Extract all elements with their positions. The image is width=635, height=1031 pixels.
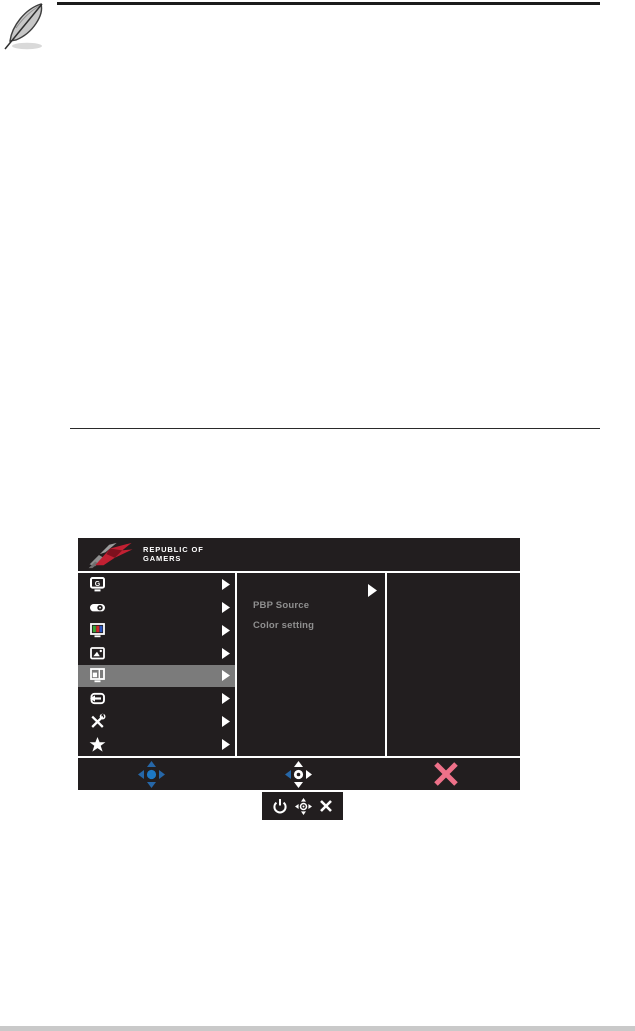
footer-cell-move [78, 758, 225, 790]
footer-cell-exit [373, 758, 520, 790]
menu-item-blue-light-filter[interactable] [78, 596, 235, 619]
menu-item-input-select[interactable] [78, 687, 235, 710]
pbp-setting-icon [89, 667, 106, 684]
svg-text:G: G [94, 580, 101, 588]
hotkey-legend-bar [262, 792, 343, 820]
feather-note-icon [3, 2, 49, 52]
osd-main-menu [78, 573, 237, 756]
top-rule [57, 2, 600, 5]
brand-line1: REPUBLIC OF [143, 545, 204, 554]
chevron-right-icon [222, 739, 230, 750]
menu-item-myfavorite[interactable] [78, 733, 235, 756]
power-icon [272, 798, 288, 815]
osd-header [78, 538, 520, 573]
chevron-right-icon [222, 602, 230, 613]
close-icon [319, 799, 333, 813]
menu-item-color[interactable] [78, 619, 235, 642]
chevron-right-icon [222, 579, 230, 590]
menu-item-gamevisual[interactable] [78, 573, 235, 596]
osd-footer [78, 756, 520, 790]
osd-submenu [237, 573, 387, 756]
menu-item-system-setup[interactable] [78, 710, 235, 733]
image-icon [89, 645, 106, 662]
submenu-item-color-setting[interactable]: Color setting [253, 620, 315, 631]
chevron-right-icon [222, 625, 230, 636]
osd-preview-pane [387, 573, 520, 756]
chevron-right-icon [222, 693, 230, 704]
joystick-icon [295, 798, 312, 815]
close-icon[interactable] [433, 761, 459, 787]
osd-body [78, 573, 520, 756]
color-icon [89, 622, 106, 639]
system-setup-icon [89, 713, 106, 730]
osd-menu-window [78, 538, 520, 790]
chevron-right-icon [222, 648, 230, 659]
submenu-item-pbp-source[interactable]: PBP Source [253, 600, 310, 611]
navigation-joystick-icon[interactable] [285, 761, 312, 788]
menu-item-image[interactable] [78, 642, 235, 665]
navigation-joystick-blue-icon[interactable] [138, 761, 165, 788]
chevron-right-icon [222, 716, 230, 727]
brand-line2: GAMERS [143, 553, 182, 563]
brand-text [143, 546, 204, 563]
menu-item-pbp-setting[interactable] [78, 665, 235, 688]
gamevisual-icon [89, 576, 106, 593]
chevron-right-icon [368, 584, 377, 597]
myfavorite-icon [89, 736, 106, 753]
blue-light-filter-icon [89, 599, 106, 616]
input-select-icon [89, 690, 106, 707]
page-bottom-bar [0, 1026, 635, 1031]
footer-cell-enter [225, 758, 372, 790]
chevron-right-icon [222, 670, 230, 681]
rog-logo-icon [88, 541, 136, 569]
section-divider-rule [70, 428, 600, 429]
